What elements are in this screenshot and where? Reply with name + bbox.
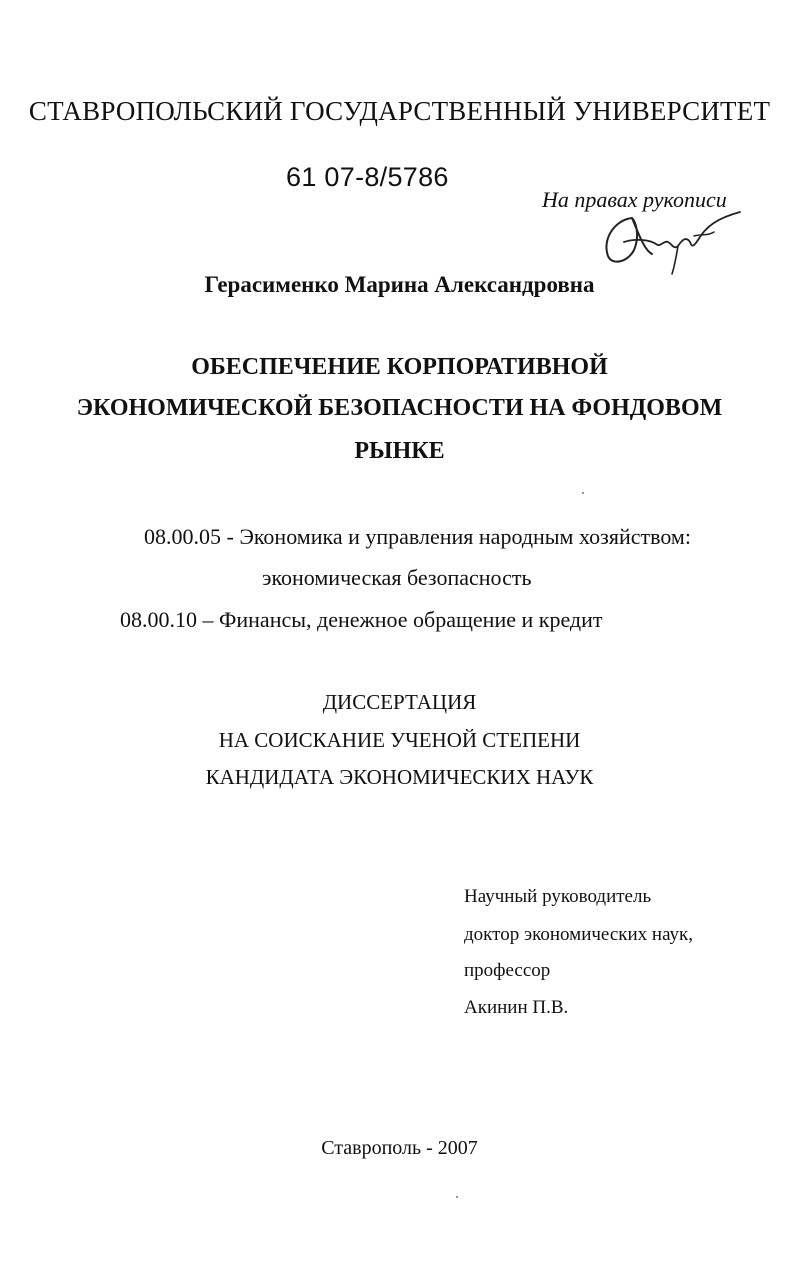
handwritten-signature <box>594 206 744 276</box>
supervisor-role: Научный руководитель <box>464 886 652 907</box>
title-line-3: РЫНКЕ <box>354 438 445 464</box>
dissertation-line-1: ДИССЕРТАЦИЯ <box>322 690 477 714</box>
library-stamp-number: 61 07-8/5786 <box>286 162 449 192</box>
scan-speck <box>456 1196 458 1198</box>
university-name: СТАВРОПОЛЬСКИЙ ГОСУДАРСТВЕННЫЙ УНИВЕРСИТЕТ <box>28 96 771 126</box>
supervisor-title: профессор <box>464 960 551 981</box>
specialty-line-2: экономическая безопасность <box>262 565 532 590</box>
dissertation-line-2: НА СОИСКАНИЕ УЧЕНОЙ СТЕПЕНИ <box>218 728 581 752</box>
rights-note: На правах рукописи <box>542 187 727 212</box>
title-line-2: ЭКОНОМИЧЕСКОЙ БЕЗОПАСНОСТИ НА ФОНДОВОМ <box>76 395 723 421</box>
author-name: Герасименко Марина Александровна <box>204 272 595 297</box>
supervisor-name: Акинин П.В. <box>464 997 569 1018</box>
specialty-line-3: 08.00.10 – Финансы, денежное обращение и кредит <box>120 607 603 632</box>
title-line-1: ОБЕСПЕЧЕНИЕ КОРПОРАТИВНОЙ <box>191 354 608 380</box>
dissertation-line-3: КАНДИДАТА ЭКОНОМИЧЕСКИХ НАУК <box>205 765 594 789</box>
scan-speck <box>582 492 584 494</box>
supervisor-degree: доктор экономических наук, <box>464 924 694 945</box>
city-year: Ставрополь - 2007 <box>321 1137 478 1159</box>
specialty-line-1: 08.00.05 - Экономика и управления народным хозяйством: <box>144 524 691 549</box>
